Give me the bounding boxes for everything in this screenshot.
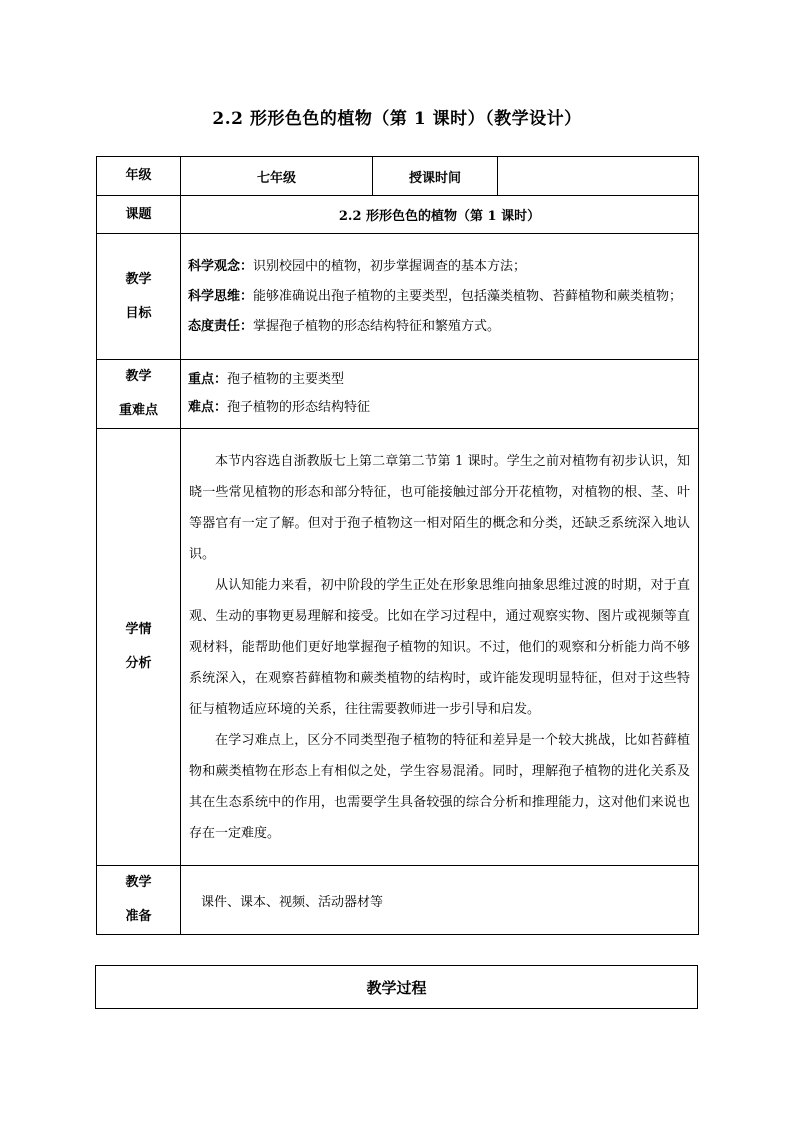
prep-row <box>97 866 699 935</box>
topic-row <box>97 196 699 234</box>
key-row <box>97 360 699 429</box>
key-label <box>97 360 181 429</box>
grade-row <box>97 157 699 196</box>
prep-label-line1: 教学 <box>125 875 152 890</box>
goal-thinking <box>188 282 692 312</box>
goals-content <box>181 234 699 360</box>
analysis-row <box>97 429 699 866</box>
key-label-line2: 重难点 <box>118 403 158 418</box>
goals-label-line2: 目标 <box>125 305 152 321</box>
analysis-label-line2: 分析 <box>125 656 152 671</box>
time-label: 授课时间 <box>373 157 498 196</box>
goal-concept-text: 识别校园中的植物，初步掌握调查的基本方法； <box>253 258 527 274</box>
key-label-line1: 教学 <box>125 369 152 384</box>
time-value <box>498 157 699 196</box>
analysis-label <box>97 429 181 866</box>
key-difficulty-text: 孢子植物的形态结构特征 <box>227 400 371 415</box>
grade-value: 七年级 <box>181 157 373 196</box>
grade-label: 年级 <box>97 157 181 196</box>
goal-attitude-text: 掌握孢子植物的形态结构特征和繁殖方式。 <box>253 318 501 334</box>
goal-concept <box>188 252 692 282</box>
analysis-label-line1: 学情 <box>125 622 152 637</box>
prep-content: 课件、课本、视频、活动器材等 <box>181 866 699 935</box>
key-difficulty <box>188 394 692 422</box>
lesson-plan-table <box>96 156 699 935</box>
goals-label-line1: 教学 <box>125 271 152 287</box>
topic-label: 课题 <box>97 196 181 234</box>
goal-concept-label: 科学观念： <box>188 258 254 274</box>
key-focus-label: 重点： <box>188 372 228 387</box>
analysis-content <box>181 429 699 866</box>
goal-attitude-label: 态度责任： <box>188 318 254 334</box>
goals-label <box>97 234 181 360</box>
prep-label-line2: 准备 <box>125 909 152 924</box>
process-title: 教学过程 <box>95 965 698 1009</box>
page-title: 2.2 形形色色的植物（第 1 课时）（教学设计） <box>212 109 582 129</box>
key-focus <box>188 366 692 394</box>
analysis-paragraph-3: 在学习难点上，区分不同类型孢子植物的特征和差异是一个较大挑战，比如苔藓植物和蕨类植物在形态上有相似之处，学生容易混淆。同时，理解孢子植物的进化关系及其在生态系统中的作用，也需要学生具备较强的综合分析和推理能力，这对他们来说也存在一定难度。 <box>189 732 690 841</box>
topic-value: 2.2 形形色色的植物（第 1 课时） <box>181 196 699 234</box>
key-focus-text: 孢子植物的主要类型 <box>227 372 345 387</box>
key-difficulty-label: 难点： <box>188 400 228 415</box>
analysis-paragraph-1: 本节内容选自浙教版七上第二章第二节第 1 课时。学生之前对植物有初步认识，知晓一些常见植物的形态和部分特征，也可能接触过部分开花植物，对植物的根、茎、叶等器官有一定了解。但对于孢子植物这一相对陌生的概念和分类，还缺乏系统深入地认识。 <box>189 453 690 562</box>
goal-thinking-label: 科学思维： <box>188 288 254 304</box>
goals-row <box>97 234 699 360</box>
prep-label <box>97 866 181 935</box>
key-content <box>181 360 699 429</box>
goal-attitude <box>188 312 692 342</box>
analysis-paragraph-2: 从认知能力来看，初中阶段的学生正处在形象思维向抽象思维过渡的时期，对于直观、生动的事物更易理解和接受。比如在学习过程中，通过观察实物、图片或视频等直观材料，能帮助他们更好地掌握孢子植物的知识。不过，他们的观察和分析能力尚不够系统深入，在观察苔藓植物和蕨类植物的结构时，或许能发现明显特征，但对于这些特征与植物适应环境的关系，往往需要教师进一步引导和启发。 <box>189 577 690 717</box>
goal-thinking-text: 能够准确说出孢子植物的主要类型，包括藻类植物、苔藓植物和蕨类植物； <box>253 288 683 304</box>
